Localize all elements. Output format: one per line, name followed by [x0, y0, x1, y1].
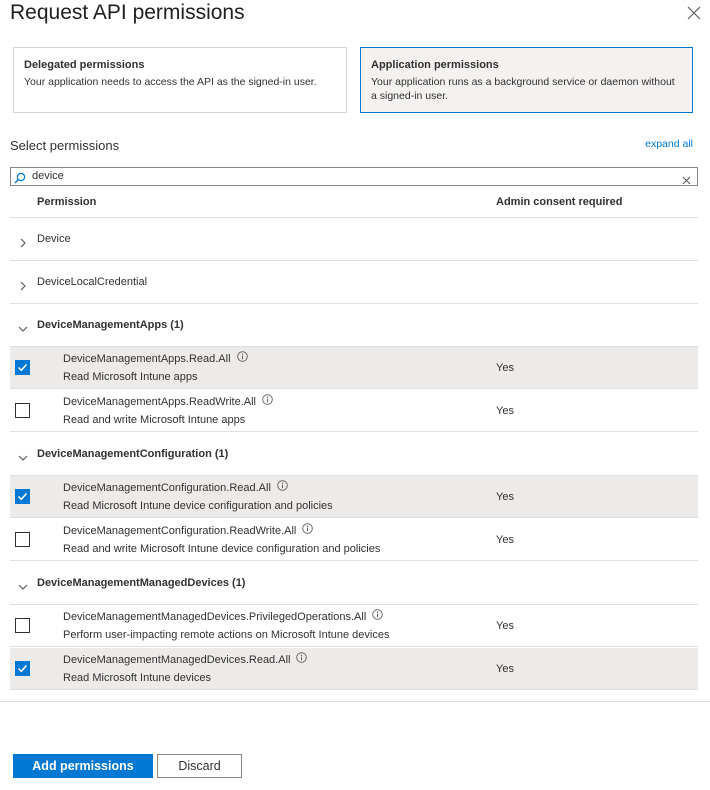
- column-permission: Permission: [37, 196, 97, 208]
- group-label: DeviceLocalCredential: [37, 275, 148, 288]
- chevron-right-icon: [18, 235, 28, 253]
- group-device[interactable]: [10, 219, 698, 261]
- expand-all-link[interactable]: expand all: [645, 138, 693, 150]
- clear-search-icon[interactable]: [682, 172, 691, 190]
- search-value: device: [32, 170, 64, 182]
- permission-row[interactable]: [10, 605, 698, 647]
- delegated-title: Delegated permissions: [24, 59, 145, 71]
- column-admin-consent: Admin consent required: [496, 196, 623, 208]
- table-header: [10, 190, 698, 218]
- chevron-right-icon: [18, 278, 28, 296]
- search-input[interactable]: [10, 167, 698, 186]
- permission-name: DeviceManagementApps.Read.All: [63, 353, 248, 365]
- permission-description: Perform user-impacting remote actions on Microsoft Intune devices: [63, 629, 390, 641]
- close-icon[interactable]: [687, 6, 701, 20]
- permission-name: DeviceManagementConfiguration.Read.All: [63, 482, 288, 494]
- select-permissions-label: Select permissions: [10, 138, 120, 153]
- group-label: Device: [37, 232, 71, 245]
- admin-consent-value: Yes: [496, 405, 514, 417]
- info-icon[interactable]: [262, 394, 273, 408]
- info-icon[interactable]: [237, 351, 248, 365]
- permission-row[interactable]: [10, 648, 698, 690]
- chevron-down-icon: [18, 579, 28, 597]
- info-icon[interactable]: [372, 609, 383, 623]
- admin-consent-value: Yes: [496, 362, 514, 374]
- permission-row[interactable]: [10, 476, 698, 518]
- permission-checkbox[interactable]: [15, 532, 30, 547]
- permission-row[interactable]: [10, 519, 698, 561]
- permission-name: DeviceManagementManagedDevices.PrivilegedOperations.All: [63, 611, 383, 623]
- permission-row[interactable]: [10, 347, 698, 389]
- info-icon[interactable]: [302, 523, 313, 537]
- search-icon: [14, 171, 26, 189]
- discard-button[interactable]: Discard: [157, 754, 242, 778]
- permission-checkbox[interactable]: [15, 360, 30, 375]
- permission-description: Read and write Microsoft Intune device configuration and policies: [63, 543, 381, 555]
- delegated-desc: Your application needs to access the API as the signed-in user.: [24, 76, 317, 88]
- permission-description: Read Microsoft Intune devices: [63, 672, 211, 684]
- info-icon[interactable]: [296, 652, 307, 666]
- permission-name: DeviceManagementConfiguration.ReadWrite.All: [63, 525, 313, 537]
- admin-consent-value: Yes: [496, 620, 514, 632]
- permission-checkbox[interactable]: [15, 661, 30, 676]
- permission-description: Read Microsoft Intune apps: [63, 371, 198, 383]
- permission-row[interactable]: [10, 390, 698, 432]
- group-label: DeviceManagementConfiguration (1): [37, 447, 229, 460]
- application-permissions-tab[interactable]: [360, 47, 693, 113]
- permission-description: Read Microsoft Intune device configuration and policies: [63, 500, 333, 512]
- group-device-management-apps[interactable]: [10, 305, 698, 347]
- permission-name: DeviceManagementApps.ReadWrite.All: [63, 396, 273, 408]
- permission-description: Read and write Microsoft Intune apps: [63, 414, 246, 426]
- application-desc: Your application runs as a background service or daemon without a signed-in user.: [371, 76, 675, 102]
- page-title: Request API permissions: [10, 1, 245, 24]
- group-label: DeviceManagementApps (1): [37, 318, 184, 331]
- group-device-management-configuration[interactable]: [10, 434, 698, 476]
- add-permissions-button[interactable]: Add permissions: [13, 754, 153, 778]
- chevron-down-icon: [18, 321, 28, 339]
- permission-checkbox[interactable]: [15, 403, 30, 418]
- admin-consent-value: Yes: [496, 534, 514, 546]
- group-label: DeviceManagementManagedDevices (1): [37, 576, 246, 589]
- application-title: Application permissions: [371, 59, 499, 71]
- admin-consent-value: Yes: [496, 491, 514, 503]
- footer-divider: [0, 701, 710, 702]
- permission-name: DeviceManagementManagedDevices.Read.All: [63, 654, 307, 666]
- group-device-management-managed-devices[interactable]: [10, 563, 698, 605]
- group-device-local-credential[interactable]: [10, 262, 698, 304]
- chevron-down-icon: [18, 450, 28, 468]
- info-icon[interactable]: [277, 480, 288, 494]
- delegated-permissions-tab[interactable]: [13, 47, 347, 113]
- permission-checkbox[interactable]: [15, 489, 30, 504]
- admin-consent-value: Yes: [496, 663, 514, 675]
- permission-checkbox[interactable]: [15, 618, 30, 633]
